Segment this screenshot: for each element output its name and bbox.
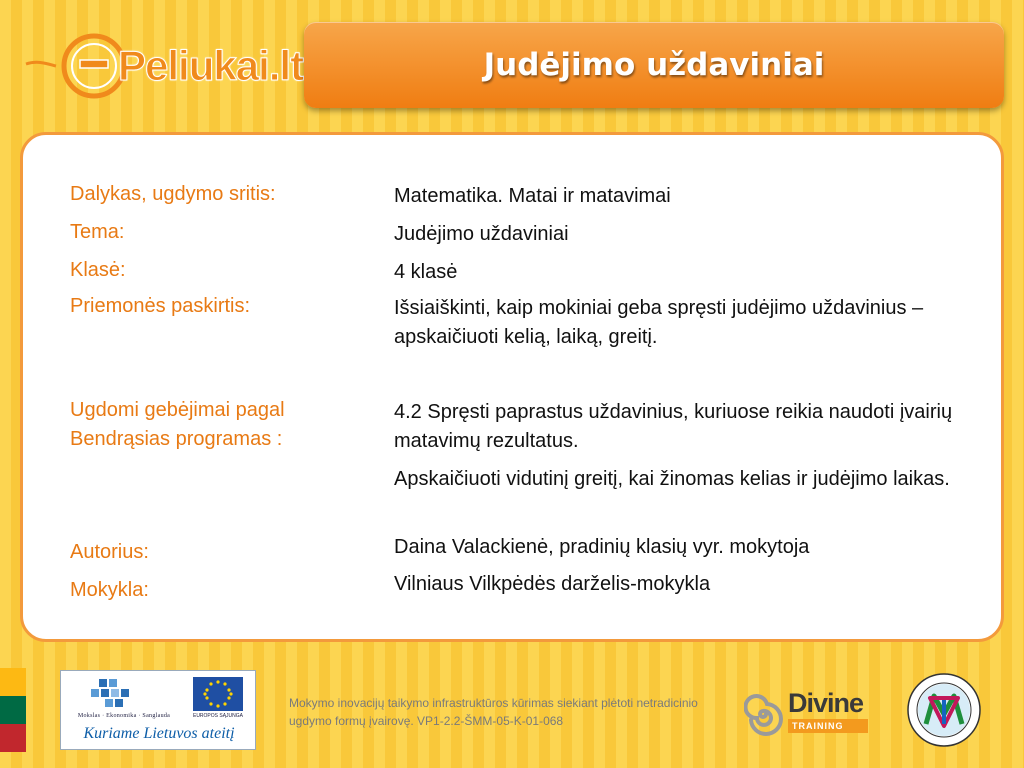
- logo-text: Peliukai.lt: [118, 42, 304, 89]
- title-banner: [304, 22, 1004, 108]
- value-author: Daina Valackienė, pradinių klasių vyr. mokytoja: [394, 536, 810, 558]
- project-footnote: Mokymo inovacijų taikymo infrastruktūros kūrimas siekiant plėtoti netradicinio ugdymo formų įvairovę. VP1-2.2-ŠMM-05-K-01-068: [289, 696, 698, 728]
- flag-stripe-yellow: [0, 668, 26, 696]
- flag-stripe-green: [0, 696, 26, 724]
- label-author: Autorius:: [70, 541, 149, 563]
- eu-logo-name: Mokslas · Ekonomika · Sanglauda: [77, 713, 171, 719]
- value-purpose: Išsiaiškinti, kaip mokiniai geba spręsti judėjimo uždavinius – apskaičiuoti kelią, laiką, greitį.: [394, 297, 924, 348]
- value-grade: 4 klasė: [394, 261, 458, 283]
- school-emblem-icon: [906, 672, 982, 748]
- lithuania-flag: [0, 668, 26, 752]
- label-purpose: Priemonės paskirtis:: [70, 295, 251, 317]
- divine-word: Divine: [788, 688, 864, 718]
- eu-union-label: EUROPOS SĄJUNGA: [192, 713, 243, 719]
- label-grade: Klasė:: [70, 259, 126, 281]
- page-title: Judėjimo uždaviniai: [483, 47, 825, 83]
- value-skills-extra: Apskaičiuoti vidutinį greitį, kai žinomas kelias ir judėjimo laikas.: [394, 468, 950, 490]
- value-school: Vilniaus Vilkpėdės darželis-mokykla: [394, 573, 711, 595]
- label-subject: Dalykas, ugdymo sritis:: [70, 183, 276, 205]
- flag-stripe-red: [0, 724, 26, 752]
- label-school: Mokykla:: [70, 579, 149, 601]
- eu-funding-logo[interactable]: [60, 670, 256, 750]
- peliukai-logo[interactable]: [22, 30, 304, 102]
- spiral-icon: [744, 690, 786, 736]
- value-skills: 4.2 Spręsti paprastus uždavinius, kuriuose reikia naudoti įvairių matavimų rezultatus.: [394, 401, 953, 452]
- eu-logo-icon: [61, 671, 257, 715]
- value-topic: Judėjimo uždaviniai: [394, 223, 569, 245]
- school-emblem[interactable]: [906, 672, 982, 748]
- divine-sub: TRAINING: [788, 719, 868, 733]
- label-topic: Tema:: [70, 221, 125, 243]
- divine-training-logo[interactable]: [744, 688, 870, 738]
- label-skills: Ugdomi gebėjimai pagal Bendrąsias programas :: [70, 399, 285, 450]
- value-subject: Matematika. Matai ir matavimai: [394, 185, 671, 207]
- eu-slogan: Kuriame Lietuvos ateitį: [83, 725, 235, 742]
